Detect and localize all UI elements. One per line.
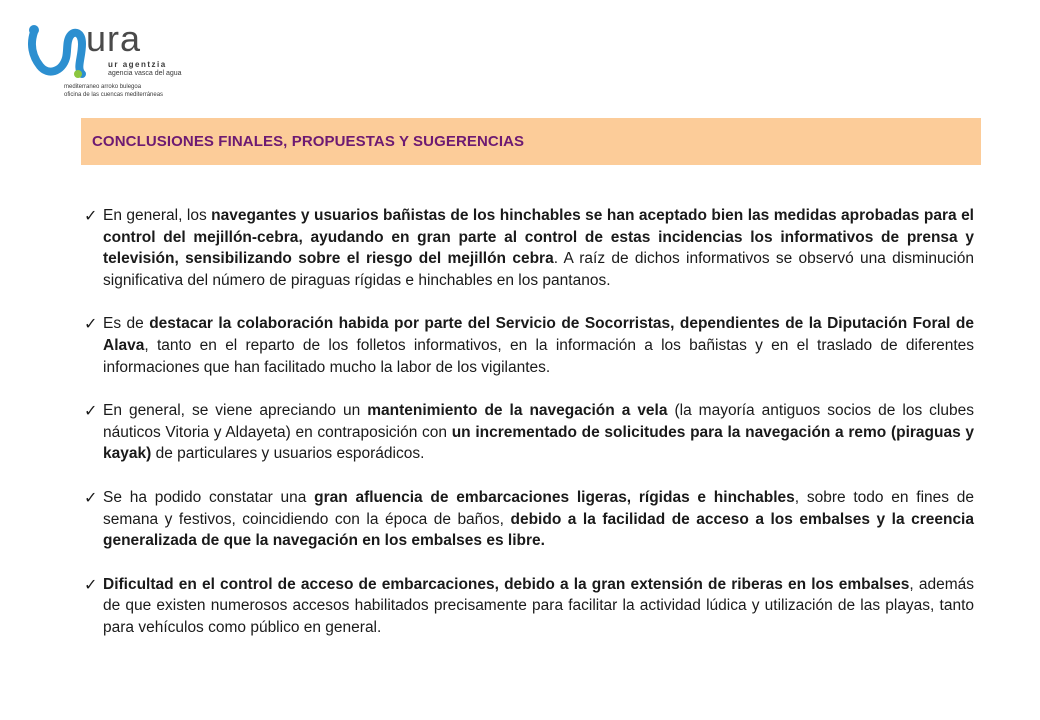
logo-line-2: agencia vasca del agua	[108, 70, 182, 77]
checkmark-icon: ✓	[84, 576, 98, 594]
conclusion-text-3: En general, se viene apreciando un mantenimiento de la navegación a vela (la mayoría antiguos socios de los clubes náuticos Vitoria y Aldayeta) en contraposición con un incrementado de solicitudes para la navegación a remo (piraguas y kayak) de particulares y usuarios esporádicos.	[103, 402, 975, 463]
section-banner	[81, 118, 981, 165]
conclusion-text-1: En general, los navegantes y usuarios bañistas de los hinchables se han aceptado bien las medidas aprobadas para el control del mejillón-cebra, ayudando en gran parte al control de estas incidencias los informativos de prensa y televisión, sensibilizando sobre el riesgo del mejillón cebra. A raíz de dichos informativos se observó una disminución significativa del número de piraguas rígidas e hinchables en los pantanos.	[103, 207, 975, 289]
conclusion-item-1	[84, 205, 974, 291]
conclusion-item-5	[84, 574, 974, 639]
checkmark-icon: ✓	[84, 489, 98, 507]
conclusion-text-5: Dificultad en el control de acceso de embarcaciones, debido a la gran extensión de riberas en los embalses, además de que existen numerosos accesos habilitados precisamente para facilitar la actividad lúdica y utilización de las playas, tanto para vehículos como público en general.	[103, 575, 974, 636]
conclusion-text-2: Es de destacar la colaboración habida por parte del Servicio de Socorristas, dependientes de la Diputación Foral de Alava, tanto en el reparto de los folletos informativos, en la información a los bañistas y en el traslado de diferentes informaciones que han facilitado mucho la labor de los vigilantes.	[103, 315, 975, 376]
logo-line-1: ur agentzia	[108, 60, 167, 69]
conclusion-item-4	[84, 487, 974, 552]
logo-wordmark: ura	[86, 18, 142, 59]
section-title: CONCLUSIONES FINALES, PROPUESTAS Y SUGERENCIAS	[92, 133, 525, 150]
ura-logo	[28, 18, 198, 112]
conclusion-item-3	[84, 400, 974, 465]
checkmark-icon: ✓	[84, 403, 98, 421]
checkmark-icon: ✓	[84, 316, 98, 334]
conclusions-list	[84, 205, 974, 661]
checkmark-icon: ✓	[84, 208, 98, 225]
conclusion-text-4: Se ha podido constatar una gran afluencia de embarcaciones ligeras, rígidas e hinchables, sobre todo en fines de semana y festivos, coincidiendo con la época de baños, debido a la facilidad de acceso a los embalses y la creencia generalizada de que la navegación en los embalses es libre.	[103, 488, 974, 550]
logo-line-3: mediterraneo arroko bulegoa	[64, 84, 142, 90]
logo-line-4: oficina de las cuencas mediterráneas	[64, 92, 164, 98]
conclusion-item-2	[84, 313, 974, 378]
